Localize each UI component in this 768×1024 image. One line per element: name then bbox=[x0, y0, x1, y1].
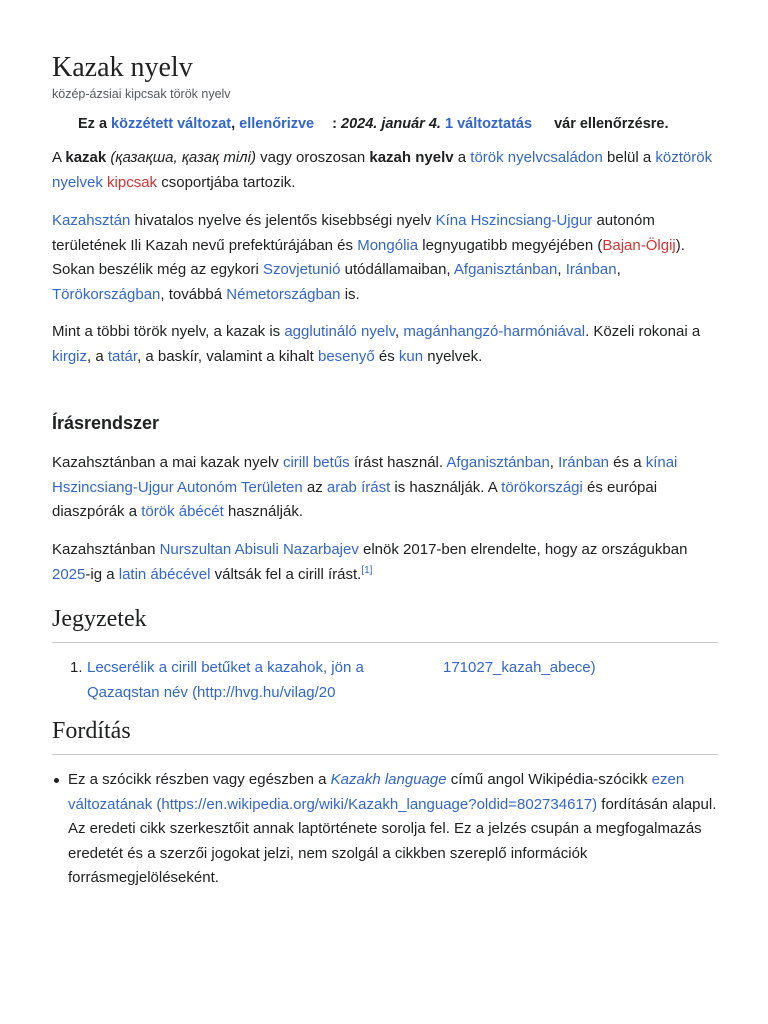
link-latin-alphabet[interactable]: latin ábécével bbox=[118, 565, 211, 583]
paragraph-features bbox=[52, 320, 718, 369]
text: , továbbá bbox=[160, 285, 227, 303]
review-post: vár ellenőrzésre. bbox=[554, 116, 669, 132]
link-tatar[interactable]: tatár bbox=[107, 347, 138, 365]
paragraph-latin-switch bbox=[52, 538, 718, 587]
link-iran[interactable]: Iránban bbox=[565, 261, 617, 278]
section-heading-notes: Jegyzetek bbox=[52, 604, 718, 643]
note-number: 1. bbox=[70, 659, 83, 676]
text: , bbox=[557, 261, 566, 278]
text: elnök 2017-ben elrendelte, hogy az országukban bbox=[358, 541, 688, 558]
text: . Közeli rokonai a bbox=[585, 323, 701, 340]
text: című angol Wikipédia-szócikk bbox=[446, 771, 652, 788]
text: Ez a szócikk részben vagy egészben a bbox=[68, 771, 331, 788]
link-arabic-script[interactable]: arab írást bbox=[326, 478, 391, 496]
intro-paragraph bbox=[52, 146, 718, 195]
link-xinjiang[interactable]: Kína Hszincsiang-Ujgur bbox=[435, 212, 593, 229]
bullet-icon bbox=[54, 778, 59, 783]
text: Kazahsztánban bbox=[52, 541, 160, 558]
review-comma: , bbox=[231, 116, 236, 132]
checked-link[interactable]: ellenőrizve bbox=[239, 116, 315, 132]
text: A bbox=[52, 149, 66, 166]
text: váltsák fel a cirill írást. bbox=[210, 565, 362, 583]
term-kazak: kazak bbox=[65, 149, 107, 166]
section-heading-writing: Írásrendszer bbox=[52, 413, 160, 433]
reference-1[interactable]: [1] bbox=[361, 564, 373, 576]
text: is. bbox=[340, 285, 360, 303]
link-nazarbayev[interactable]: Nurszultan Abisuli Nazarbajev bbox=[159, 541, 359, 558]
redlink-kipcsak[interactable]: kipcsak bbox=[107, 173, 158, 191]
link-vowel-harmony[interactable]: magánhangzó-harmóniával bbox=[403, 323, 586, 340]
text: fordításán alapul. Az eredeti cikk szerkesztőit annak laptörténete sorolja fel. Ez a jelzés csupán a megfogalmazás eredetét és a szerzői jogokat jelzi, nem szolgál a cikkben szereplő információk forrásmegjelöléseként. bbox=[68, 795, 717, 886]
link-afghanistan[interactable]: Afganisztánban bbox=[446, 454, 550, 471]
link-mongolia[interactable]: Mongólia bbox=[357, 236, 419, 254]
link-germany[interactable]: Németországban bbox=[226, 285, 341, 303]
text: nyelvek. bbox=[423, 347, 483, 365]
link-kyrgyz[interactable]: kirgiz bbox=[52, 347, 88, 365]
term-kazah: kazah nyelv bbox=[369, 149, 454, 166]
note-link-part-b[interactable]: 171027_kazah_abece) bbox=[443, 659, 596, 676]
text: az bbox=[302, 478, 327, 496]
paragraph-scripts bbox=[52, 451, 718, 525]
text: Mint a többi török nyelv, a kazak is bbox=[52, 323, 285, 340]
text: használják. bbox=[223, 503, 303, 520]
text: és európai diaszpórák a bbox=[52, 478, 658, 520]
text: belül a bbox=[602, 149, 656, 166]
text: és a bbox=[609, 454, 646, 471]
review-notice bbox=[78, 116, 669, 132]
text: is használják. A bbox=[390, 478, 502, 496]
text: hivatalos nyelve és jelentős kisebbségi nyelv bbox=[130, 212, 436, 229]
page-subtitle: közép-ázsiai kipcsak török nyelv bbox=[52, 87, 231, 101]
text: vagy oroszosan bbox=[255, 149, 370, 166]
review-date: 2024. január 4. bbox=[341, 116, 441, 132]
link-cuman[interactable]: kun bbox=[398, 347, 424, 365]
text: autonóm területének Ili Kazah nevű prefektúrájában és bbox=[52, 212, 655, 254]
link-iran[interactable]: Iránban bbox=[558, 454, 610, 471]
link-kazakhstan[interactable]: Kazahsztán bbox=[52, 212, 131, 229]
text: -ig a bbox=[85, 565, 119, 583]
link-turkish[interactable]: törökországi bbox=[501, 478, 583, 496]
link-english-article[interactable]: Kazakh language bbox=[330, 771, 447, 788]
text: , bbox=[549, 454, 559, 471]
link-common-turkic[interactable]: köztörök nyelvek bbox=[52, 149, 713, 191]
link-soviet-union[interactable]: Szovjetunió bbox=[262, 261, 341, 278]
text: a bbox=[453, 149, 471, 166]
published-version-link[interactable]: közzétett változat bbox=[111, 116, 232, 132]
text: , bbox=[616, 261, 621, 278]
link-turkey[interactable]: Törökországban bbox=[52, 285, 161, 303]
link-afghanistan[interactable]: Afganisztánban bbox=[453, 261, 558, 278]
text: és bbox=[374, 347, 399, 365]
paragraph-distribution bbox=[52, 209, 718, 307]
link-turkish-alphabet[interactable]: török ábécét bbox=[141, 503, 224, 520]
translation-list bbox=[68, 768, 718, 891]
text: Kazahsztánban a mai kazak nyelv bbox=[52, 454, 283, 471]
link-turkic-family[interactable]: török nyelvcsaládon bbox=[470, 149, 603, 166]
review-colon: : bbox=[332, 116, 337, 132]
section-heading-translation: Fordítás bbox=[52, 716, 718, 755]
link-pecheneg[interactable]: besenyő bbox=[317, 347, 375, 365]
text: írást használ. bbox=[349, 454, 447, 471]
page-title: Kazak nyelv bbox=[52, 52, 193, 83]
native-name: (қазақша, қазақ тілі) bbox=[110, 149, 256, 166]
link-source-version[interactable]: ezen változatának (https://en.wikipedia.org/wiki/Kazakh_language?oldid=802734617) bbox=[68, 771, 685, 813]
text: , a bbox=[87, 347, 108, 365]
text: , a baskír, valamint a kihalt bbox=[137, 347, 318, 365]
link-cyrillic[interactable]: cirill betűs bbox=[282, 454, 350, 471]
text: csoportjába tartozik. bbox=[157, 173, 296, 191]
redlink-bayan-olgii[interactable]: Bajan-Ölgij bbox=[602, 236, 676, 254]
link-xinjiang-region[interactable]: kínai Hszincsiang-Ujgur Autonóm Területen bbox=[52, 454, 678, 496]
text: utódállamaiban, bbox=[340, 261, 454, 278]
link-2025[interactable]: 2025 bbox=[52, 565, 86, 583]
note-link-part-a[interactable]: Lecserélik a cirill betűket a kazahok, jön a Qazaqstan név (http://hvg.hu/vilag/20 bbox=[87, 659, 364, 701]
text: , bbox=[394, 323, 404, 340]
text: legnyugatibb megyéjében ( bbox=[418, 236, 603, 254]
changes-link[interactable]: 1 változtatás bbox=[444, 116, 533, 132]
text: ). Sokan beszélik még az egykori bbox=[52, 236, 685, 278]
review-pre: Ez a bbox=[78, 116, 108, 132]
link-agglutinative[interactable]: agglutináló nyelv bbox=[284, 323, 395, 340]
list-item bbox=[68, 768, 718, 891]
